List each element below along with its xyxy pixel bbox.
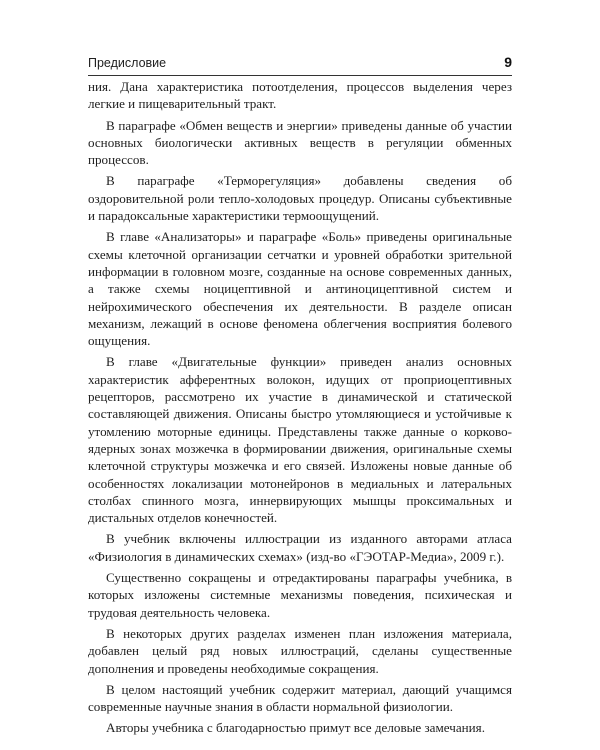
body-text [88, 78, 512, 741]
page-number: 9 [504, 54, 512, 70]
paragraph: В некоторых других разделах изменен план изложения материала, добавлен целый ряд новых иллюстраций, сделаны существенные дополнения и проведены необходимые сокращения. [88, 625, 512, 676]
paragraph: В параграфе «Обмен веществ и энергии» приведены данные об участии основных биологически активных веществ в регуляции обменных процессов. [88, 117, 512, 168]
paragraph-continuation: ния. Дана характеристика потоотделения, процессов выделения через легкие и пищеварительный тракт. [88, 79, 512, 112]
paragraph: Авторы учебника с благодарностью примут все деловые замечания. [106, 720, 485, 736]
paragraph: В главе «Двигательные функции» приведен анализ основных характеристик афферентных волокон, идущих от проприоцептивных рецепторов, рассмотрено их участие в динамической и статической составляющей движения. Описаны быстро утомляющиеся и устойчивые к утомлению моторные единицы. Представлены также данные о корково-ядерных зонах мозжечка в формировании движения, оригинальные схемы клеточной структуры мозжечка и его связей. Изложены новые данные об особенностях локализации мотонейронов в медиальных и латеральных столбах спинного мозга, иннервирующих мышцы проксимальных и дистальных отделов конечностей. [88, 354, 512, 526]
section-title: Предисловие [88, 56, 167, 70]
paragraph: В главе «Анализаторы» и параграфе «Боль» приведены оригинальные схемы клеточной организации сетчатки и уровней обработки зрительной информации в головном мозге, созданные на основе современных данных, а также схемы ноцицептивной и антиноцицептивной систем и нейрохимического обеспечения их деятельности. В разделе описан механизм, лежащий в основе феномена облегчения восприятия болевого ощущения. [88, 229, 512, 349]
paragraph: В целом настоящий учебник содержит материал, дающий учащимся современные научные знания в области нормальной физиологии. [88, 681, 512, 715]
header-divider [88, 75, 512, 76]
paragraph: В параграфе «Терморегуляция» добавлены сведения об оздоровительной роли тепло-холодовых процедур. Описаны субъективные и парадоксальные характеристики термоощущений. [88, 173, 512, 224]
running-header [88, 54, 512, 74]
paragraph: В учебник включены иллюстрации из изданного авторами атласа «Физиология в динамических схемах» (изд-во «ГЭОТАР-Медиа», 2009 г.). [88, 531, 512, 564]
paragraph: Существенно сокращены и отредактированы параграфы учебника, в которых изложены системные механизмы поведения, психическая и трудовая деятельность человека. [88, 570, 512, 620]
